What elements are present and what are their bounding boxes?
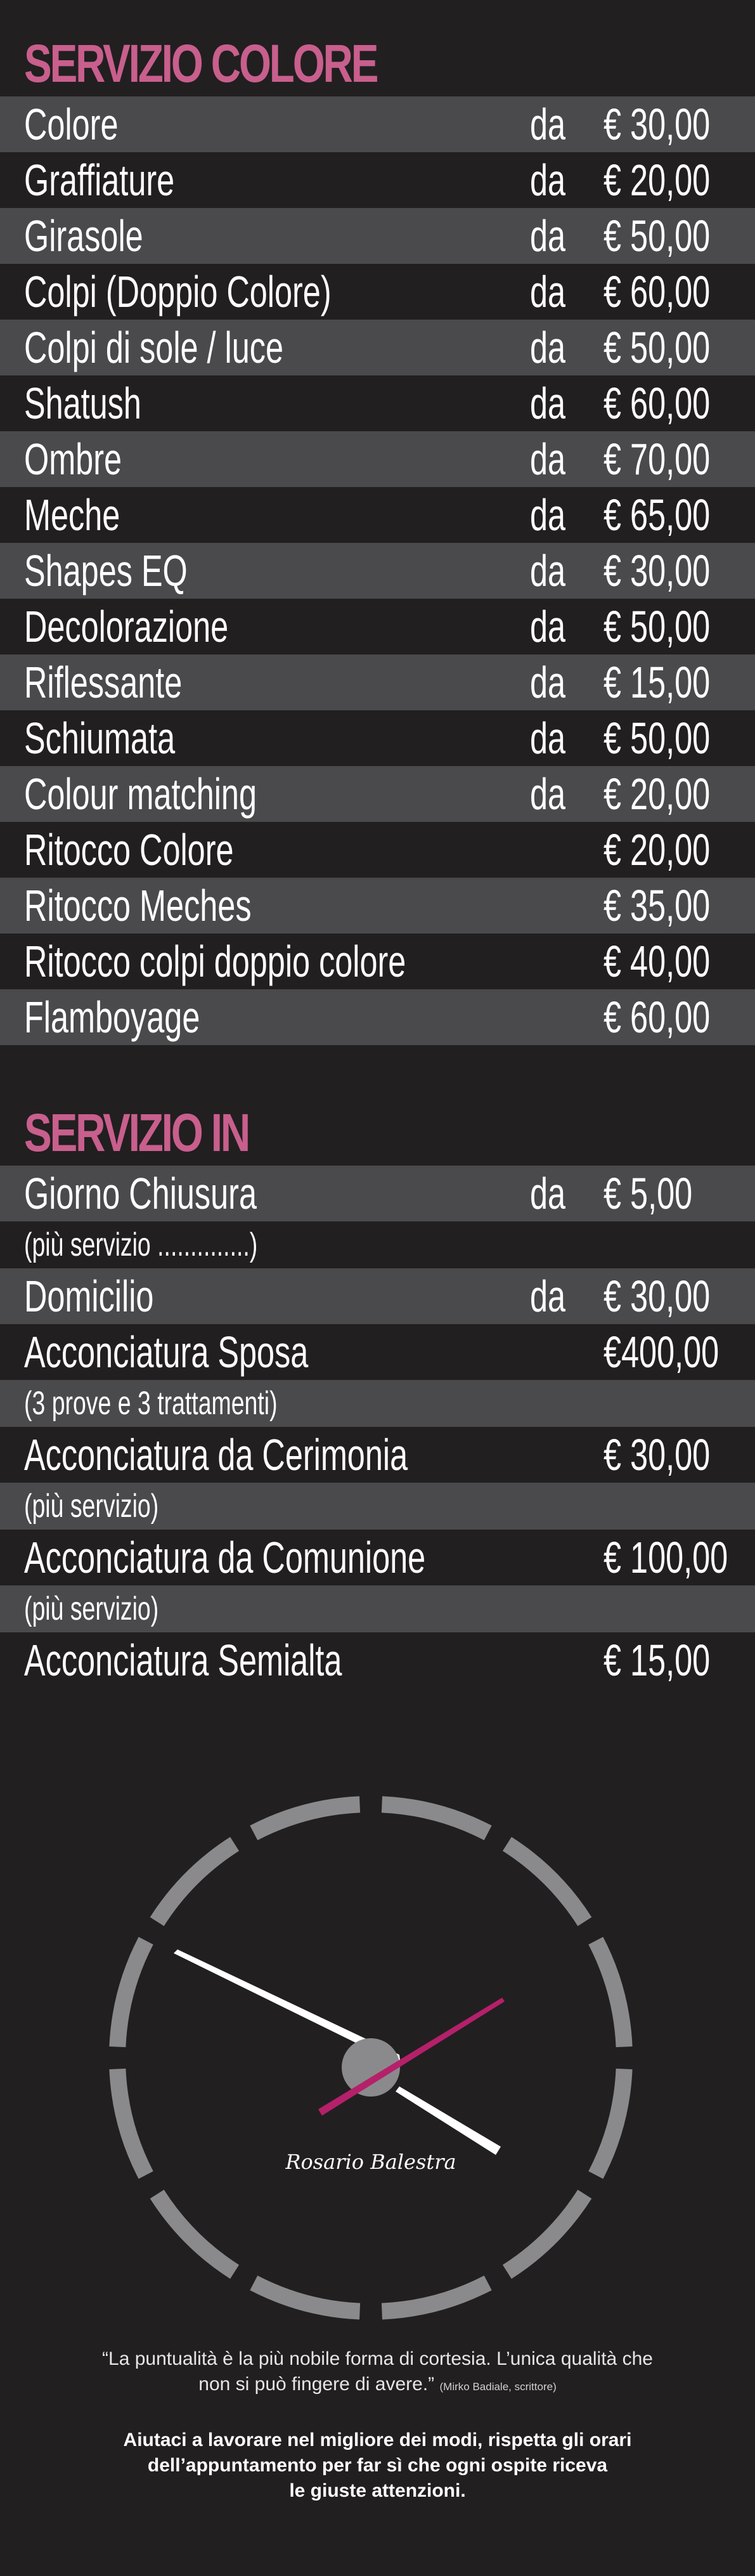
service-name: Acconciatura Semialta xyxy=(24,1636,342,1685)
service-name: (3 prove e 3 trattamenti) xyxy=(24,1385,278,1422)
service-price: €400,00 xyxy=(603,1327,720,1377)
service-price: € 35,00 xyxy=(603,881,711,930)
price-prefix: da xyxy=(530,211,566,261)
price-prefix: da xyxy=(530,267,566,316)
price-row xyxy=(0,710,755,766)
price-row xyxy=(0,264,755,320)
service-name: (più servizio) xyxy=(24,1488,159,1525)
quote-line-1: “La puntualità è la più nobile forma di cortesia. L’unica qualità che xyxy=(102,2348,653,2369)
service-name: (più servizio ..............) xyxy=(24,1226,258,1263)
price-prefix: da xyxy=(530,713,566,763)
service-name: Colore xyxy=(24,100,119,149)
service-name: Colpi di sole / luce xyxy=(24,323,284,372)
footer-note-line-1: Aiutaci a lavorare nel migliore dei modi, rispetta gli orari xyxy=(123,2430,632,2450)
service-name: Shatush xyxy=(24,379,141,428)
service-name: Ritocco Colore xyxy=(24,825,234,875)
price-row xyxy=(0,1632,755,1688)
list-servizio-colore xyxy=(0,96,755,1045)
price-row xyxy=(0,599,755,654)
price-prefix: da xyxy=(530,434,566,484)
price-prefix: da xyxy=(530,602,566,651)
price-note-row xyxy=(0,1585,755,1632)
price-row xyxy=(0,431,755,487)
clock-illustration xyxy=(101,1788,640,2327)
clock-minute-hand xyxy=(396,2086,501,2155)
service-price: € 5,00 xyxy=(603,1169,693,1218)
price-row xyxy=(0,208,755,264)
service-price: € 100,00 xyxy=(603,1533,728,1582)
service-name: Acconciatura da Comunione xyxy=(24,1533,426,1582)
price-row xyxy=(0,1427,755,1483)
price-row xyxy=(0,543,755,599)
clock-ring-segment xyxy=(157,1844,235,1922)
service-name: Graffiature xyxy=(24,155,175,205)
service-price: € 70,00 xyxy=(603,434,711,484)
quote-line-2: non si può fingere di avere.” xyxy=(198,2374,435,2395)
service-price: € 15,00 xyxy=(603,1636,711,1685)
service-name: Ritocco colpi doppio colore xyxy=(24,937,406,986)
service-name: Giorno Chiusura xyxy=(24,1169,257,1218)
price-row xyxy=(0,878,755,933)
price-prefix: da xyxy=(530,155,566,205)
service-name: Shapes EQ xyxy=(24,546,188,595)
service-price: € 20,00 xyxy=(603,155,711,205)
price-note-row xyxy=(0,1380,755,1427)
price-prefix: da xyxy=(530,1169,566,1218)
price-row xyxy=(0,152,755,208)
clock-ring-segment xyxy=(254,1804,359,1833)
clock-ring-segment xyxy=(507,2194,584,2272)
clock-ring-segment xyxy=(117,2069,146,2175)
price-prefix: da xyxy=(530,323,566,372)
price-row xyxy=(0,320,755,375)
service-name: Colpi (Doppio Colore) xyxy=(24,267,332,316)
price-row xyxy=(0,766,755,822)
clock-ring-segment xyxy=(596,2069,624,2175)
quote xyxy=(89,2346,666,2400)
clock-ring-segment xyxy=(117,1941,146,2046)
price-row xyxy=(0,1166,755,1221)
section-title-colore: SERVIZIO COLORE xyxy=(24,34,377,93)
price-prefix: da xyxy=(530,769,566,819)
price-row xyxy=(0,989,755,1045)
service-name: Colour matching xyxy=(24,769,257,819)
clock-ring-segment xyxy=(382,1804,487,1833)
clock-ring-segment xyxy=(254,2283,359,2312)
service-price: € 30,00 xyxy=(603,1430,711,1480)
price-prefix: da xyxy=(530,658,566,707)
price-prefix: da xyxy=(530,379,566,428)
price-prefix: da xyxy=(530,1272,566,1321)
price-note-row xyxy=(0,1483,755,1530)
footer-note-line-2: dell’appuntamento per far sì che ogni ospite riceva xyxy=(147,2455,608,2476)
price-row xyxy=(0,933,755,989)
service-price: € 50,00 xyxy=(603,211,711,261)
price-row xyxy=(0,1268,755,1324)
list-servizio-in xyxy=(0,1166,755,1688)
service-price: € 60,00 xyxy=(603,379,711,428)
section-title-in: SERVIZIO IN xyxy=(24,1103,249,1162)
service-price: € 50,00 xyxy=(603,713,711,763)
service-name: Flamboyage xyxy=(24,992,200,1042)
price-row xyxy=(0,487,755,543)
service-price: € 60,00 xyxy=(603,267,711,316)
clock-ring-segment xyxy=(507,1844,584,1922)
price-prefix: da xyxy=(530,546,566,595)
service-name: Riflessante xyxy=(24,658,183,707)
service-price: € 60,00 xyxy=(603,992,711,1042)
service-price: € 15,00 xyxy=(603,658,711,707)
clock-ring-segment xyxy=(596,1941,624,2046)
clock-signature: Rosario Balestra xyxy=(285,2150,456,2174)
footer-note xyxy=(89,2428,666,2504)
price-row xyxy=(0,96,755,152)
service-price: € 65,00 xyxy=(603,490,711,540)
price-row xyxy=(0,375,755,431)
clock-ring-segment xyxy=(157,2194,235,2272)
service-price: € 20,00 xyxy=(603,769,711,819)
service-name: (più servizio) xyxy=(24,1590,159,1627)
service-name: Schiumata xyxy=(24,713,176,763)
quote-line-2-wrapper xyxy=(89,2372,666,2400)
service-name: Ombre xyxy=(24,434,122,484)
service-name: Domicilio xyxy=(24,1272,154,1321)
service-name: Acconciatura da Cerimonia xyxy=(24,1430,408,1480)
clock-ring-segment xyxy=(382,2283,487,2312)
service-name: Girasole xyxy=(24,211,143,261)
price-row xyxy=(0,1530,755,1585)
footer-note-line-3: le giuste attenzioni. xyxy=(289,2480,466,2501)
service-price: € 30,00 xyxy=(603,1272,711,1321)
price-row xyxy=(0,822,755,878)
price-prefix: da xyxy=(530,100,566,149)
service-price: € 20,00 xyxy=(603,825,711,875)
price-row xyxy=(0,1324,755,1380)
service-price: € 30,00 xyxy=(603,546,711,595)
service-price: € 50,00 xyxy=(603,323,711,372)
service-name: Decolorazione xyxy=(24,602,229,651)
service-name: Ritocco Meches xyxy=(24,881,252,930)
price-row xyxy=(0,654,755,710)
service-name: Acconciatura Sposa xyxy=(24,1327,309,1377)
price-prefix: da xyxy=(530,490,566,540)
service-name: Meche xyxy=(24,490,120,540)
service-price: € 40,00 xyxy=(603,937,711,986)
service-price: € 30,00 xyxy=(603,100,711,149)
service-price: € 50,00 xyxy=(603,602,711,651)
price-note-row xyxy=(0,1221,755,1268)
quote-author: (Mirko Badiale, scrittore) xyxy=(439,2381,557,2393)
